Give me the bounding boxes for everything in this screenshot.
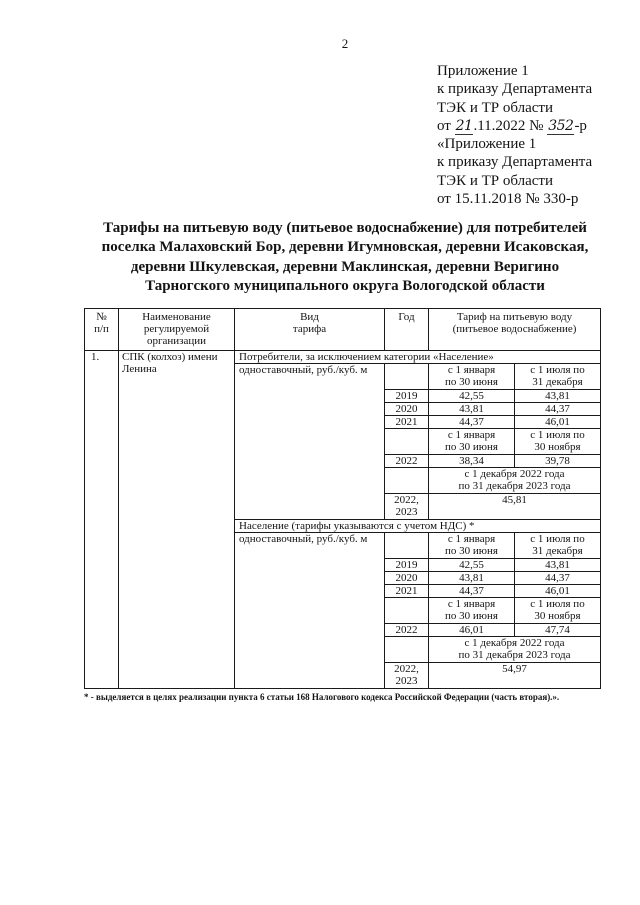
tariff-value: 46,01 xyxy=(515,585,601,598)
tariff-value: 45,81 xyxy=(429,494,601,520)
header-year: Год xyxy=(385,309,429,351)
year-cell: 2019 xyxy=(385,559,429,572)
year-cell: 2022 xyxy=(385,624,429,637)
period-second-half: с 1 июля по 30 ноября xyxy=(515,598,601,624)
tariff-value: 39,78 xyxy=(515,455,601,468)
year-cell-empty xyxy=(385,468,429,494)
appendix-line: ТЭК и ТР области xyxy=(437,99,553,116)
tariff-value: 38,34 xyxy=(429,455,515,468)
tariff-value: 46,01 xyxy=(429,624,515,637)
tariff-value: 47,74 xyxy=(515,624,601,637)
title-line: деревни Шкулевская, деревни Маклинская, деревни Веригино xyxy=(130,258,560,275)
category-label: Потребители, за исключением категории «Население» xyxy=(235,351,601,364)
period-second-half: с 1 июля по 30 ноября xyxy=(515,429,601,455)
tariff-value: 54,97 xyxy=(429,663,601,689)
tariff-value: 43,81 xyxy=(429,572,515,585)
period-first-half: с 1 января по 30 июня xyxy=(429,429,515,455)
tariff-value: 42,55 xyxy=(429,559,515,572)
tariff-table xyxy=(84,308,601,689)
tariff-value: 44,37 xyxy=(515,572,601,585)
tariff-value: 44,37 xyxy=(429,585,515,598)
year-cell: 2022, 2023 xyxy=(385,663,429,689)
year-cell: 2020 xyxy=(385,403,429,416)
appendix-block xyxy=(437,62,592,208)
period-second-half: с 1 июля по 31 декабря xyxy=(515,364,601,390)
appendix-line: ТЭК и ТР области xyxy=(437,172,553,189)
table-row xyxy=(85,351,601,364)
period-first-half: с 1 января по 30 июня xyxy=(429,364,515,390)
year-cell: 2022 xyxy=(385,455,429,468)
year-cell-empty xyxy=(385,598,429,624)
organization-name: СПК (колхоз) имени Ленина xyxy=(119,351,235,689)
appendix-line: от 15.11.2018 № 330-р xyxy=(437,191,579,208)
tariff-value: 43,81 xyxy=(429,403,515,416)
date-rest: .11.2022 № xyxy=(473,117,548,134)
period-full: с 1 декабря 2022 года по 31 декабря 2023 года xyxy=(429,637,601,663)
header-num: № п/п xyxy=(85,309,119,351)
year-cell-empty xyxy=(385,533,429,559)
tariff-value: 46,01 xyxy=(515,416,601,429)
year-cell-empty xyxy=(385,429,429,455)
year-cell: 2020 xyxy=(385,572,429,585)
period-full: с 1 декабря 2022 года по 31 декабря 2023 года xyxy=(429,468,601,494)
tariff-value: 43,81 xyxy=(515,390,601,403)
tariff-value: 43,81 xyxy=(515,559,601,572)
header-tariff: Тариф на питьевую воду (питьевое водоснабжение) xyxy=(429,309,601,351)
appendix-line: к приказу Департамента xyxy=(437,81,593,98)
page-number: 2 xyxy=(341,36,349,51)
row-number: 1. xyxy=(85,351,119,689)
year-cell: 2021 xyxy=(385,416,429,429)
year-cell: 2021 xyxy=(385,585,429,598)
appendix-line: «Приложение 1 xyxy=(437,136,537,153)
appendix-line: к приказу Департамента xyxy=(437,154,593,171)
year-cell: 2019 xyxy=(385,390,429,403)
header-tariff-type: Вид тарифа xyxy=(235,309,385,351)
title-line: поселка Малаховский Бор, деревни Игумновская, деревни Исаковская, xyxy=(101,239,589,256)
year-cell-empty xyxy=(385,364,429,390)
tariff-value: 42,55 xyxy=(429,390,515,403)
footnote: * - выделяется в целях реализации пункта 6 статьи 168 Налогового кодекса Российской Федерации (часть вторая).». xyxy=(84,692,560,702)
order-suffix: -р xyxy=(574,117,587,134)
year-cell: 2022, 2023 xyxy=(385,494,429,520)
tariff-value: 44,37 xyxy=(515,403,601,416)
date-prefix: от xyxy=(437,117,455,134)
handwritten-order-number: 352 xyxy=(548,117,574,134)
title-line: Тарногского муниципального округа Вологодской области xyxy=(145,278,545,295)
document-title xyxy=(84,219,606,297)
handwritten-day: 21 xyxy=(455,117,473,134)
tariff-type: одноставочный, руб./куб. м xyxy=(235,533,385,689)
year-cell-empty xyxy=(385,637,429,663)
period-second-half: с 1 июля по 31 декабря xyxy=(515,533,601,559)
title-line: Тарифы на питьевую воду (питьевое водоснабжение) для потребителей xyxy=(103,220,587,236)
table-header-row xyxy=(85,309,601,351)
period-first-half: с 1 января по 30 июня xyxy=(429,533,515,559)
header-organization: Наименование регулируемой организации xyxy=(119,309,235,351)
period-first-half: с 1 января по 30 июня xyxy=(429,598,515,624)
tariff-type: одноставочный, руб./куб. м xyxy=(235,364,385,520)
appendix-line: Приложение 1 xyxy=(437,63,529,79)
appendix-order-date-line xyxy=(437,117,592,135)
category-label: Население (тарифы указываются с учетом НДС) * xyxy=(235,520,601,533)
tariff-value: 44,37 xyxy=(429,416,515,429)
